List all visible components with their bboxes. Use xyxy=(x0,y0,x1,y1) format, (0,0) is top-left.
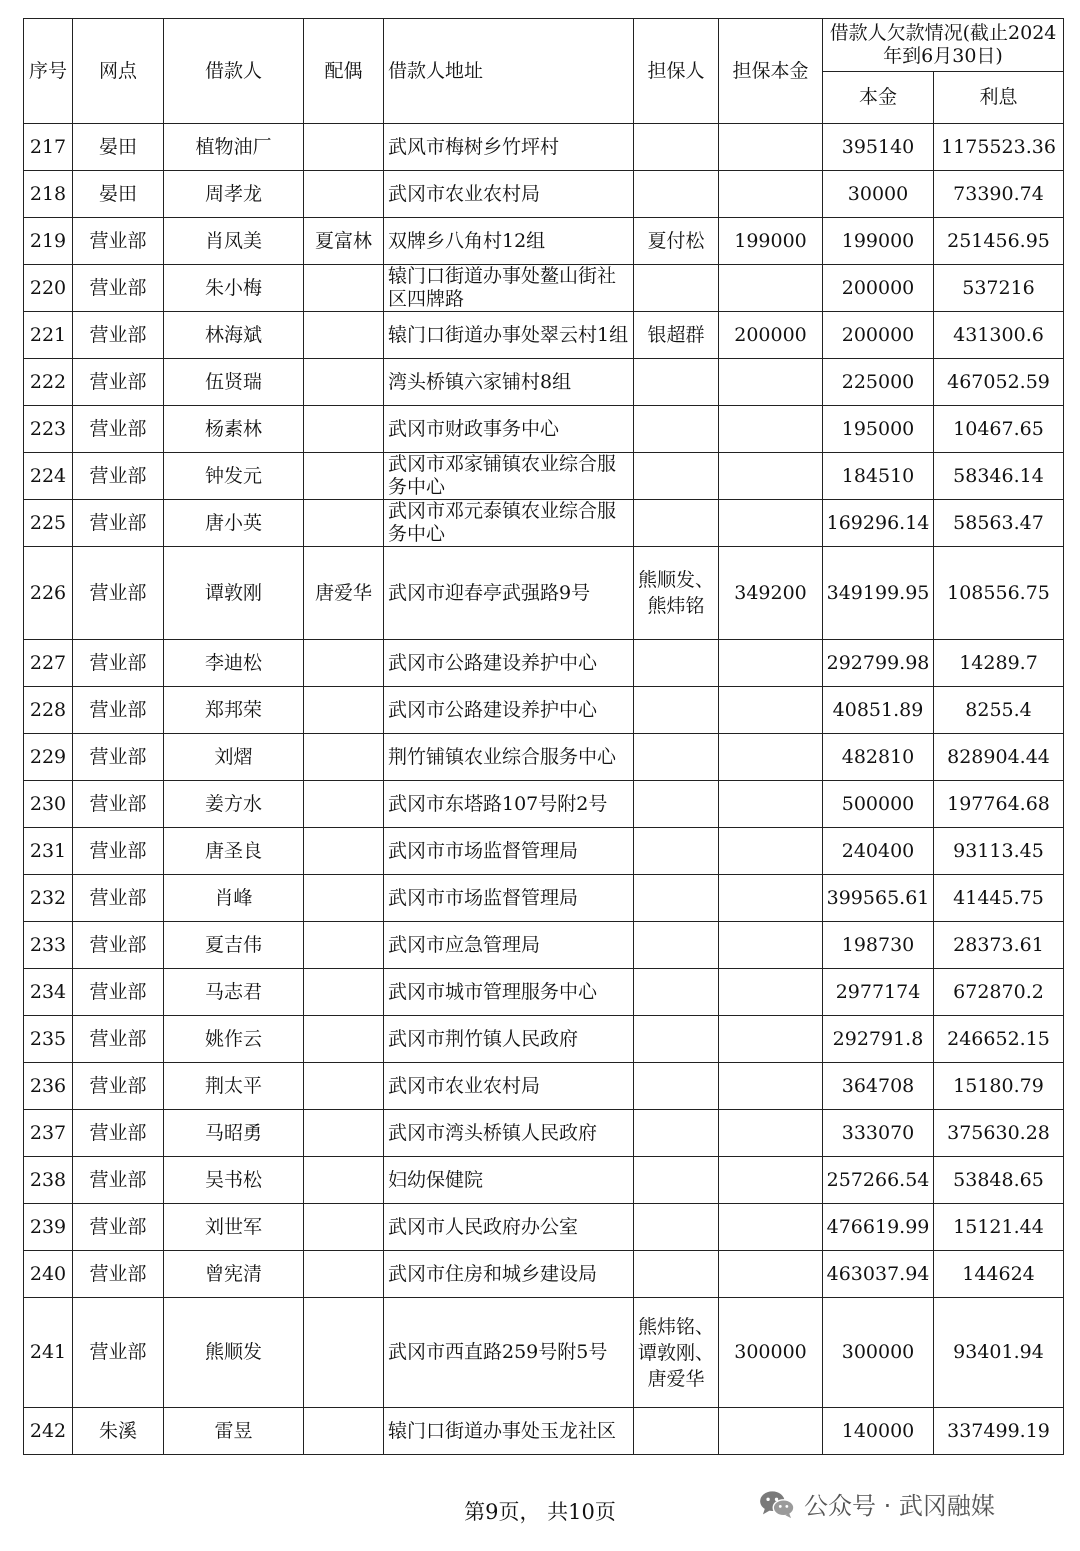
table-row xyxy=(24,1298,1064,1408)
cell-seq: 241 xyxy=(24,1298,73,1408)
cell-guarantor xyxy=(634,640,719,687)
cell-borrower: 熊顺发 xyxy=(164,1298,304,1408)
cell-borrower: 郑邦荣 xyxy=(164,687,304,734)
cell-borrower: 马昭勇 xyxy=(164,1110,304,1157)
header-guarantor: 担保人 xyxy=(634,19,719,124)
cell-borrower: 杨素林 xyxy=(164,406,304,453)
cell-branch: 营业部 xyxy=(73,687,164,734)
cell-borrower: 肖峰 xyxy=(164,875,304,922)
cell-interest: 41445.75 xyxy=(934,875,1064,922)
cell-address: 湾头桥镇六家铺村8组 xyxy=(384,359,634,406)
cell-borrower: 吴书松 xyxy=(164,1157,304,1204)
header-interest: 利息 xyxy=(934,72,1064,124)
cell-guarantee-principal xyxy=(719,640,823,687)
cell-address: 武冈市住房和城乡建设局 xyxy=(384,1251,634,1298)
cell-interest: 375630.28 xyxy=(934,1110,1064,1157)
cell-guarantee-principal xyxy=(719,406,823,453)
cell-borrower: 植物油厂 xyxy=(164,124,304,171)
cell-guarantor xyxy=(634,1408,719,1455)
cell-spouse xyxy=(304,969,384,1016)
cell-spouse xyxy=(304,734,384,781)
cell-interest: 73390.74 xyxy=(934,171,1064,218)
cell-principal: 200000 xyxy=(823,265,934,312)
cell-address: 武冈市邓家铺镇农业综合服务中心 xyxy=(384,453,634,500)
table-row xyxy=(24,1251,1064,1298)
cell-seq: 218 xyxy=(24,171,73,218)
cell-address: 武冈市东塔路107号附2号 xyxy=(384,781,634,828)
cell-address: 辕门口街道办事处玉龙社区 xyxy=(384,1408,634,1455)
cell-address: 武冈市人民政府办公室 xyxy=(384,1204,634,1251)
cell-seq: 229 xyxy=(24,734,73,781)
cell-branch: 营业部 xyxy=(73,500,164,547)
cell-guarantor xyxy=(634,1204,719,1251)
cell-spouse xyxy=(304,171,384,218)
loan-arrears-table xyxy=(23,18,1064,1455)
cell-spouse xyxy=(304,500,384,547)
cell-borrower: 刘世军 xyxy=(164,1204,304,1251)
cell-spouse xyxy=(304,1408,384,1455)
table-row xyxy=(24,640,1064,687)
cell-interest: 672870.2 xyxy=(934,969,1064,1016)
cell-guarantee-principal xyxy=(719,687,823,734)
cell-branch: 晏田 xyxy=(73,171,164,218)
cell-spouse xyxy=(304,359,384,406)
cell-spouse xyxy=(304,828,384,875)
cell-interest: 108556.75 xyxy=(934,547,1064,640)
cell-seq: 240 xyxy=(24,1251,73,1298)
table-row xyxy=(24,312,1064,359)
header-branch: 网点 xyxy=(73,19,164,124)
cell-branch: 营业部 xyxy=(73,547,164,640)
cell-guarantee-principal xyxy=(719,500,823,547)
cell-spouse xyxy=(304,640,384,687)
cell-guarantee-principal xyxy=(719,828,823,875)
cell-seq: 223 xyxy=(24,406,73,453)
cell-borrower: 马志君 xyxy=(164,969,304,1016)
table-row xyxy=(24,1110,1064,1157)
cell-seq: 233 xyxy=(24,922,73,969)
cell-branch: 营业部 xyxy=(73,734,164,781)
cell-interest: 14289.7 xyxy=(934,640,1064,687)
cell-guarantor xyxy=(634,687,719,734)
watermark-text: 公众号 · 武冈融媒 xyxy=(804,1492,995,1520)
cell-interest: 53848.65 xyxy=(934,1157,1064,1204)
cell-branch: 晏田 xyxy=(73,124,164,171)
cell-branch: 营业部 xyxy=(73,453,164,500)
cell-borrower: 刘熠 xyxy=(164,734,304,781)
cell-address: 武冈市公路建设养护中心 xyxy=(384,640,634,687)
header-arrears-group: 借款人欠款情况(截止2024年到6月30日) xyxy=(823,19,1064,72)
cell-guarantee-principal: 349200 xyxy=(719,547,823,640)
cell-principal: 30000 xyxy=(823,171,934,218)
wechat-icon xyxy=(758,1489,796,1519)
cell-principal: 225000 xyxy=(823,359,934,406)
cell-guarantee-principal xyxy=(719,1016,823,1063)
table-row xyxy=(24,1408,1064,1455)
cell-guarantee-principal xyxy=(719,875,823,922)
cell-guarantor xyxy=(634,500,719,547)
cell-address: 武冈市西直路259号附5号 xyxy=(384,1298,634,1408)
header-spouse: 配偶 xyxy=(304,19,384,124)
cell-branch: 营业部 xyxy=(73,1251,164,1298)
cell-spouse xyxy=(304,1110,384,1157)
cell-interest: 431300.6 xyxy=(934,312,1064,359)
cell-branch: 营业部 xyxy=(73,922,164,969)
cell-guarantor xyxy=(634,922,719,969)
cell-guarantee-principal xyxy=(719,1110,823,1157)
table-row xyxy=(24,1063,1064,1110)
cell-borrower: 唐小英 xyxy=(164,500,304,547)
cell-spouse xyxy=(304,312,384,359)
header-address: 借款人地址 xyxy=(384,19,634,124)
cell-address: 荆竹铺镇农业综合服务中心 xyxy=(384,734,634,781)
cell-spouse xyxy=(304,1157,384,1204)
cell-seq: 217 xyxy=(24,124,73,171)
cell-borrower: 林海斌 xyxy=(164,312,304,359)
cell-borrower: 姜方水 xyxy=(164,781,304,828)
cell-interest: 93401.94 xyxy=(934,1298,1064,1408)
cell-guarantor: 银超群 xyxy=(634,312,719,359)
cell-principal: 333070 xyxy=(823,1110,934,1157)
cell-spouse xyxy=(304,1016,384,1063)
cell-branch: 营业部 xyxy=(73,875,164,922)
cell-address: 武冈市市场监督管理局 xyxy=(384,875,634,922)
cell-principal: 140000 xyxy=(823,1408,934,1455)
cell-guarantee-principal xyxy=(719,1157,823,1204)
cell-spouse xyxy=(304,1298,384,1408)
cell-spouse xyxy=(304,922,384,969)
table-row xyxy=(24,1157,1064,1204)
cell-guarantee-principal xyxy=(719,453,823,500)
cell-address: 武冈市荆竹镇人民政府 xyxy=(384,1016,634,1063)
cell-address: 武冈市公路建设养护中心 xyxy=(384,687,634,734)
cell-branch: 营业部 xyxy=(73,1298,164,1408)
cell-borrower: 雷昱 xyxy=(164,1408,304,1455)
cell-borrower: 夏吉伟 xyxy=(164,922,304,969)
cell-guarantor xyxy=(634,171,719,218)
cell-seq: 221 xyxy=(24,312,73,359)
cell-guarantor xyxy=(634,1110,719,1157)
cell-guarantee-principal xyxy=(719,124,823,171)
cell-guarantee-principal xyxy=(719,1063,823,1110)
cell-guarantee-principal xyxy=(719,1204,823,1251)
cell-guarantor xyxy=(634,406,719,453)
cell-address: 辕门口街道办事处鳌山街社区四牌路 xyxy=(384,265,634,312)
cell-principal: 364708 xyxy=(823,1063,934,1110)
page-number: 第9页， 共10页 xyxy=(464,1500,616,1524)
table-row xyxy=(24,218,1064,265)
cell-guarantor: 夏付松 xyxy=(634,218,719,265)
table-row xyxy=(24,265,1064,312)
cell-seq: 220 xyxy=(24,265,73,312)
cell-address: 武冈市财政事务中心 xyxy=(384,406,634,453)
cell-address: 武冈市农业农村局 xyxy=(384,171,634,218)
cell-guarantor xyxy=(634,875,719,922)
table-row xyxy=(24,406,1064,453)
cell-seq: 228 xyxy=(24,687,73,734)
cell-spouse xyxy=(304,265,384,312)
cell-principal: 2977174 xyxy=(823,969,934,1016)
cell-branch: 营业部 xyxy=(73,265,164,312)
cell-spouse: 唐爱华 xyxy=(304,547,384,640)
table-body xyxy=(24,124,1064,1455)
cell-principal: 195000 xyxy=(823,406,934,453)
cell-interest: 197764.68 xyxy=(934,781,1064,828)
cell-interest: 8255.4 xyxy=(934,687,1064,734)
cell-interest: 58346.14 xyxy=(934,453,1064,500)
cell-interest: 251456.95 xyxy=(934,218,1064,265)
cell-principal: 476619.99 xyxy=(823,1204,934,1251)
cell-address: 武冈市农业农村局 xyxy=(384,1063,634,1110)
cell-seq: 235 xyxy=(24,1016,73,1063)
cell-borrower: 周孝龙 xyxy=(164,171,304,218)
cell-guarantee-principal xyxy=(719,969,823,1016)
cell-seq: 232 xyxy=(24,875,73,922)
table-row xyxy=(24,500,1064,547)
table-row xyxy=(24,171,1064,218)
cell-guarantee-principal xyxy=(719,265,823,312)
cell-guarantee-principal xyxy=(719,781,823,828)
table-row xyxy=(24,359,1064,406)
cell-spouse xyxy=(304,1251,384,1298)
cell-guarantor xyxy=(634,453,719,500)
table-row xyxy=(24,453,1064,500)
cell-spouse xyxy=(304,406,384,453)
cell-branch: 营业部 xyxy=(73,1063,164,1110)
cell-borrower: 肖凤美 xyxy=(164,218,304,265)
watermark xyxy=(758,1486,995,1521)
table-row xyxy=(24,124,1064,171)
table-row xyxy=(24,734,1064,781)
cell-guarantee-principal xyxy=(719,359,823,406)
cell-branch: 营业部 xyxy=(73,1157,164,1204)
cell-principal: 199000 xyxy=(823,218,934,265)
cell-branch: 营业部 xyxy=(73,1204,164,1251)
cell-guarantor xyxy=(634,781,719,828)
cell-branch: 营业部 xyxy=(73,1110,164,1157)
cell-seq: 224 xyxy=(24,453,73,500)
cell-principal: 240400 xyxy=(823,828,934,875)
cell-address: 妇幼保健院 xyxy=(384,1157,634,1204)
cell-seq: 236 xyxy=(24,1063,73,1110)
cell-guarantor xyxy=(634,1016,719,1063)
header-seq: 序号 xyxy=(24,19,73,124)
cell-borrower: 姚作云 xyxy=(164,1016,304,1063)
cell-address: 武冈市应急管理局 xyxy=(384,922,634,969)
cell-guarantee-principal: 200000 xyxy=(719,312,823,359)
cell-interest: 93113.45 xyxy=(934,828,1064,875)
cell-borrower: 唐圣良 xyxy=(164,828,304,875)
table-row xyxy=(24,781,1064,828)
cell-seq: 239 xyxy=(24,1204,73,1251)
cell-interest: 15180.79 xyxy=(934,1063,1064,1110)
cell-branch: 营业部 xyxy=(73,640,164,687)
cell-principal: 500000 xyxy=(823,781,934,828)
cell-principal: 399565.61 xyxy=(823,875,934,922)
cell-interest: 1175523.36 xyxy=(934,124,1064,171)
cell-seq: 242 xyxy=(24,1408,73,1455)
cell-seq: 225 xyxy=(24,500,73,547)
cell-guarantor xyxy=(634,1063,719,1110)
cell-branch: 营业部 xyxy=(73,828,164,875)
cell-branch: 营业部 xyxy=(73,359,164,406)
cell-seq: 222 xyxy=(24,359,73,406)
header-guarantee-principal: 担保本金 xyxy=(719,19,823,124)
cell-guarantor xyxy=(634,359,719,406)
cell-guarantee-principal xyxy=(719,1251,823,1298)
cell-borrower: 曾宪清 xyxy=(164,1251,304,1298)
cell-interest: 537216 xyxy=(934,265,1064,312)
cell-principal: 200000 xyxy=(823,312,934,359)
cell-guarantor xyxy=(634,1157,719,1204)
cell-guarantee-principal xyxy=(719,171,823,218)
cell-address: 武冈市城市管理服务中心 xyxy=(384,969,634,1016)
cell-branch: 营业部 xyxy=(73,312,164,359)
cell-seq: 238 xyxy=(24,1157,73,1204)
cell-spouse xyxy=(304,1204,384,1251)
cell-guarantor: 熊顺发、熊炜铭 xyxy=(634,547,719,640)
cell-principal: 40851.89 xyxy=(823,687,934,734)
cell-interest: 28373.61 xyxy=(934,922,1064,969)
cell-principal: 292791.8 xyxy=(823,1016,934,1063)
cell-spouse xyxy=(304,453,384,500)
cell-guarantor: 熊炜铭、谭敦刚、唐爱华 xyxy=(634,1298,719,1408)
cell-principal: 463037.94 xyxy=(823,1251,934,1298)
cell-interest: 828904.44 xyxy=(934,734,1064,781)
cell-seq: 237 xyxy=(24,1110,73,1157)
cell-spouse: 夏富林 xyxy=(304,218,384,265)
cell-guarantor xyxy=(634,969,719,1016)
cell-spouse xyxy=(304,687,384,734)
cell-borrower: 李迪松 xyxy=(164,640,304,687)
cell-address: 武冈市邓元泰镇农业综合服务中心 xyxy=(384,500,634,547)
cell-principal: 184510 xyxy=(823,453,934,500)
cell-branch: 营业部 xyxy=(73,781,164,828)
cell-guarantor xyxy=(634,1251,719,1298)
cell-guarantee-principal xyxy=(719,922,823,969)
cell-borrower: 谭敦刚 xyxy=(164,547,304,640)
cell-interest: 467052.59 xyxy=(934,359,1064,406)
cell-spouse xyxy=(304,1063,384,1110)
cell-principal: 300000 xyxy=(823,1298,934,1408)
header-principal: 本金 xyxy=(823,72,934,124)
cell-principal: 292799.98 xyxy=(823,640,934,687)
cell-principal: 198730 xyxy=(823,922,934,969)
cell-spouse xyxy=(304,124,384,171)
cell-guarantor xyxy=(634,734,719,781)
cell-guarantee-principal: 300000 xyxy=(719,1298,823,1408)
cell-address: 武冈市迎春亭武强路9号 xyxy=(384,547,634,640)
cell-seq: 230 xyxy=(24,781,73,828)
cell-branch: 营业部 xyxy=(73,1016,164,1063)
cell-address: 双牌乡八角村12组 xyxy=(384,218,634,265)
cell-principal: 169296.14 xyxy=(823,500,934,547)
cell-principal: 257266.54 xyxy=(823,1157,934,1204)
table-row xyxy=(24,828,1064,875)
cell-branch: 营业部 xyxy=(73,406,164,453)
cell-guarantor xyxy=(634,265,719,312)
cell-guarantee-principal: 199000 xyxy=(719,218,823,265)
table-row xyxy=(24,687,1064,734)
cell-address: 武冈市市场监督管理局 xyxy=(384,828,634,875)
cell-borrower: 伍贤瑞 xyxy=(164,359,304,406)
cell-interest: 15121.44 xyxy=(934,1204,1064,1251)
cell-principal: 395140 xyxy=(823,124,934,171)
cell-seq: 231 xyxy=(24,828,73,875)
cell-guarantee-principal xyxy=(719,1408,823,1455)
cell-spouse xyxy=(304,875,384,922)
cell-borrower: 朱小梅 xyxy=(164,265,304,312)
cell-interest: 10467.65 xyxy=(934,406,1064,453)
table-row xyxy=(24,969,1064,1016)
cell-spouse xyxy=(304,781,384,828)
cell-principal: 482810 xyxy=(823,734,934,781)
cell-guarantee-principal xyxy=(719,734,823,781)
cell-branch: 营业部 xyxy=(73,969,164,1016)
cell-guarantor xyxy=(634,828,719,875)
cell-seq: 227 xyxy=(24,640,73,687)
table-row xyxy=(24,1204,1064,1251)
cell-address: 武风市梅树乡竹坪村 xyxy=(384,124,634,171)
cell-seq: 219 xyxy=(24,218,73,265)
cell-seq: 226 xyxy=(24,547,73,640)
cell-interest: 246652.15 xyxy=(934,1016,1064,1063)
cell-seq: 234 xyxy=(24,969,73,1016)
table-row xyxy=(24,1016,1064,1063)
cell-interest: 58563.47 xyxy=(934,500,1064,547)
header-borrower: 借款人 xyxy=(164,19,304,124)
table-row xyxy=(24,922,1064,969)
cell-borrower: 钟发元 xyxy=(164,453,304,500)
table-row xyxy=(24,547,1064,640)
cell-borrower: 荆太平 xyxy=(164,1063,304,1110)
cell-interest: 144624 xyxy=(934,1251,1064,1298)
cell-branch: 营业部 xyxy=(73,218,164,265)
cell-principal: 349199.95 xyxy=(823,547,934,640)
cell-interest: 337499.19 xyxy=(934,1408,1064,1455)
table-row xyxy=(24,875,1064,922)
cell-guarantor xyxy=(634,124,719,171)
cell-address: 辕门口街道办事处翠云村1组 xyxy=(384,312,634,359)
cell-address: 武冈市湾头桥镇人民政府 xyxy=(384,1110,634,1157)
cell-branch: 朱溪 xyxy=(73,1408,164,1455)
